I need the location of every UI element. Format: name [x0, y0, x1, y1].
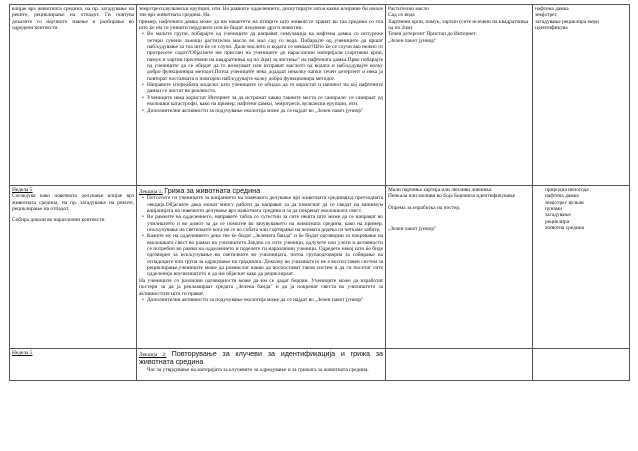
activity-bullet: • Дополнителни активности за подучување екологија може да се најдат во „Зелен пакет јуниор" — [139, 297, 383, 303]
resource-item: Сад со вода — [388, 12, 415, 19]
vocabulary-cell — [533, 186, 630, 349]
outcomes-text: влијае врз животната средина, на пр. загадување на реките, рециклирање на отпадот. Ги повтува доказите со научното знаење и разбирање во одредени контексти. — [12, 6, 134, 32]
vocabulary-cell — [533, 349, 630, 381]
activity-bullet: • Потсетете ги учениците за влијанието на човечкото делување врз животната средина(од претходната лекција.Објаснете дека можат многу работи да направат за да помогнат да се сведат на минимум влијанијата на човечкото делување врз животната средина и за да покренат еколошката свест. — [139, 195, 383, 214]
activity-text: земјотреси,вулкански ерупции, итн. Во рамките одделението, дискутирајте затоа какво влијание би имале тие врз животната средина. На — [139, 6, 383, 19]
lesson-title: Грижа за животната средина — [164, 186, 261, 195]
resource-item: „Зелен пакет јуниор" — [388, 226, 437, 233]
activity-bullet: • Во рамките на одделението, направете табла со сугестии за сите нешта што може да се направат во училиштето и во домот за да се помогне во зачувувањето на животната средина, како на пример, искључување на светилките кога не се во собата или сортирање на чепмата додека ги четкаме забите. — [139, 214, 383, 233]
lesson-plan-table — [9, 4, 630, 381]
resource-item: Опрема за изработка на постер. — [388, 204, 461, 211]
table-row — [10, 349, 630, 381]
vocabulary-list: природна непогода нафтена дамка земјотрес вулкан цунами загадување рециклира животна средина — [545, 187, 589, 232]
activity-text: На учениците со различни одговорности може да им се дадат беџови. Учениците може да изработат постери за да ја рекламираат средата „Зелена банда" и да ја покренат свеста во училиштето за активностите што ги прават. — [139, 277, 383, 297]
activity-bullet: • Кажете му на одделението дека тие ќе бидат „Зелената банда" и ќе бидат одговорни за покревање на еколошката свест во рамки на училиштето.Заедно со сите ученици, одлучете кои улоги и активности се потребни во рамки на одделението и поделете ги наразличии ученици. Одредете некој што ќе биде одговорен за искључување на светилките во училницата, потоа групаодговорна за собирање на отпадоците или група за одржување на градината. Доколку во училиштето не е воспоставен систем за рециклирање,учениците може да размислат какво да воспостават таков систем и да ги посетат сите одделенија воучилиштето и да им објаснат како да рециклираат. — [139, 233, 383, 277]
week-label: Недела 5 — [12, 350, 33, 356]
resource-item: Хартиени крпи, памук, хартии (сите исечени на квадратчиња од по 2цм) — [388, 18, 529, 32]
activity-bullet: • Учениците нека користат Интернет за да истражат какво такните места се санирале/ се санираат од еколошки катастрофи, како на пример, нафтени дамки, земјотреси, вулкански ерупции, итн. — [139, 95, 383, 108]
vocabulary-cell — [533, 5, 630, 186]
vocabulary-item: земјотрес — [535, 12, 558, 19]
resources-cell — [386, 349, 533, 381]
activity-bullet: • Дополнителни активности за подучување екологија може да се најдат во „Зелен пакет јуниор" — [139, 108, 383, 114]
outcomes-cell — [10, 349, 137, 381]
resource-item: Мали парчиња хартија или лепливи ливчиња — [388, 187, 492, 193]
activity-text: Час за утврдување на материјата за клучевите за одредување и за грижата за животната средина. — [147, 366, 369, 373]
week-label: Недела 5 — [12, 187, 33, 193]
activity-bullet: • Направете споредбата моделот што учениците се обидоа да го користат и начинот на кој нафтените дамки се чистат во реалноста. — [139, 82, 383, 95]
resource-item: Пенкала или моливи во боја Беџовиза идентификување — [388, 193, 516, 200]
outcomes-cell — [10, 5, 137, 186]
table-row — [10, 186, 630, 349]
outcomes-text: Согледува како човечкото делување влијае врз животната средина, на пр. загадување на реките, рециклирање на отпадот. — [12, 193, 134, 213]
activity-bullet: • Во малите групи, побарајте од учениците да направат симулација на нафтена дамка со испуреже четири сунени лажици растително масло во мал сад со вода. Побарајте од учениците да вршат набљудување за тоа што ќе се случи. Дали маслото и водата се мешаат?Што ќе се случи ако нежно го протресете садот?Објаснете им прислан на учениците до нараслични материјали (хартиени крпи, памук и хартии пресечени на квадратчиња од по 2цм) за,чистење" на нафтената дамка.Прво побарајте од учениците да се обидат да го возмуваат или исправат маслото од водата и набљудувајте колку добро функционира методот.Потоа учениците нека додадат неколку капки течен детергент и нека ја повторат постапката и повторно набљудувајте колку добро функционира методот. — [139, 31, 383, 82]
outcomes-text: Собира докази во наразлични контексти. — [12, 217, 106, 224]
activities-cell — [137, 5, 386, 186]
resource-item: „Зелен пакет јуниор" — [388, 37, 437, 44]
activity-text: пример, нафтената дамка може да им нашетети на птиците што живеат/се хранат во таа средина со тоа што ќе им ги уништи пердувите или ќе бидат изеднени други животни. — [139, 18, 383, 32]
lesson-label: Лекција 1: — [139, 189, 163, 195]
table-row — [10, 5, 630, 186]
outcomes-cell — [10, 186, 137, 349]
resources-cell — [386, 5, 533, 186]
activities-cell — [137, 186, 386, 349]
vocabulary-item: загадување рециклира мери идентификува — [535, 18, 599, 32]
resource-item: Течен детергент Пристап до Интернет. — [388, 31, 477, 38]
activities-cell — [137, 349, 386, 381]
resource-item: Растително масло — [388, 6, 429, 12]
resources-cell — [386, 186, 533, 349]
lesson-title: Повторување за клучеви за идентификација и грижа за животната средина — [139, 349, 383, 367]
vocabulary-item: нафтена дамка — [535, 6, 569, 12]
lesson-label: Лекција 2: — [139, 352, 167, 358]
